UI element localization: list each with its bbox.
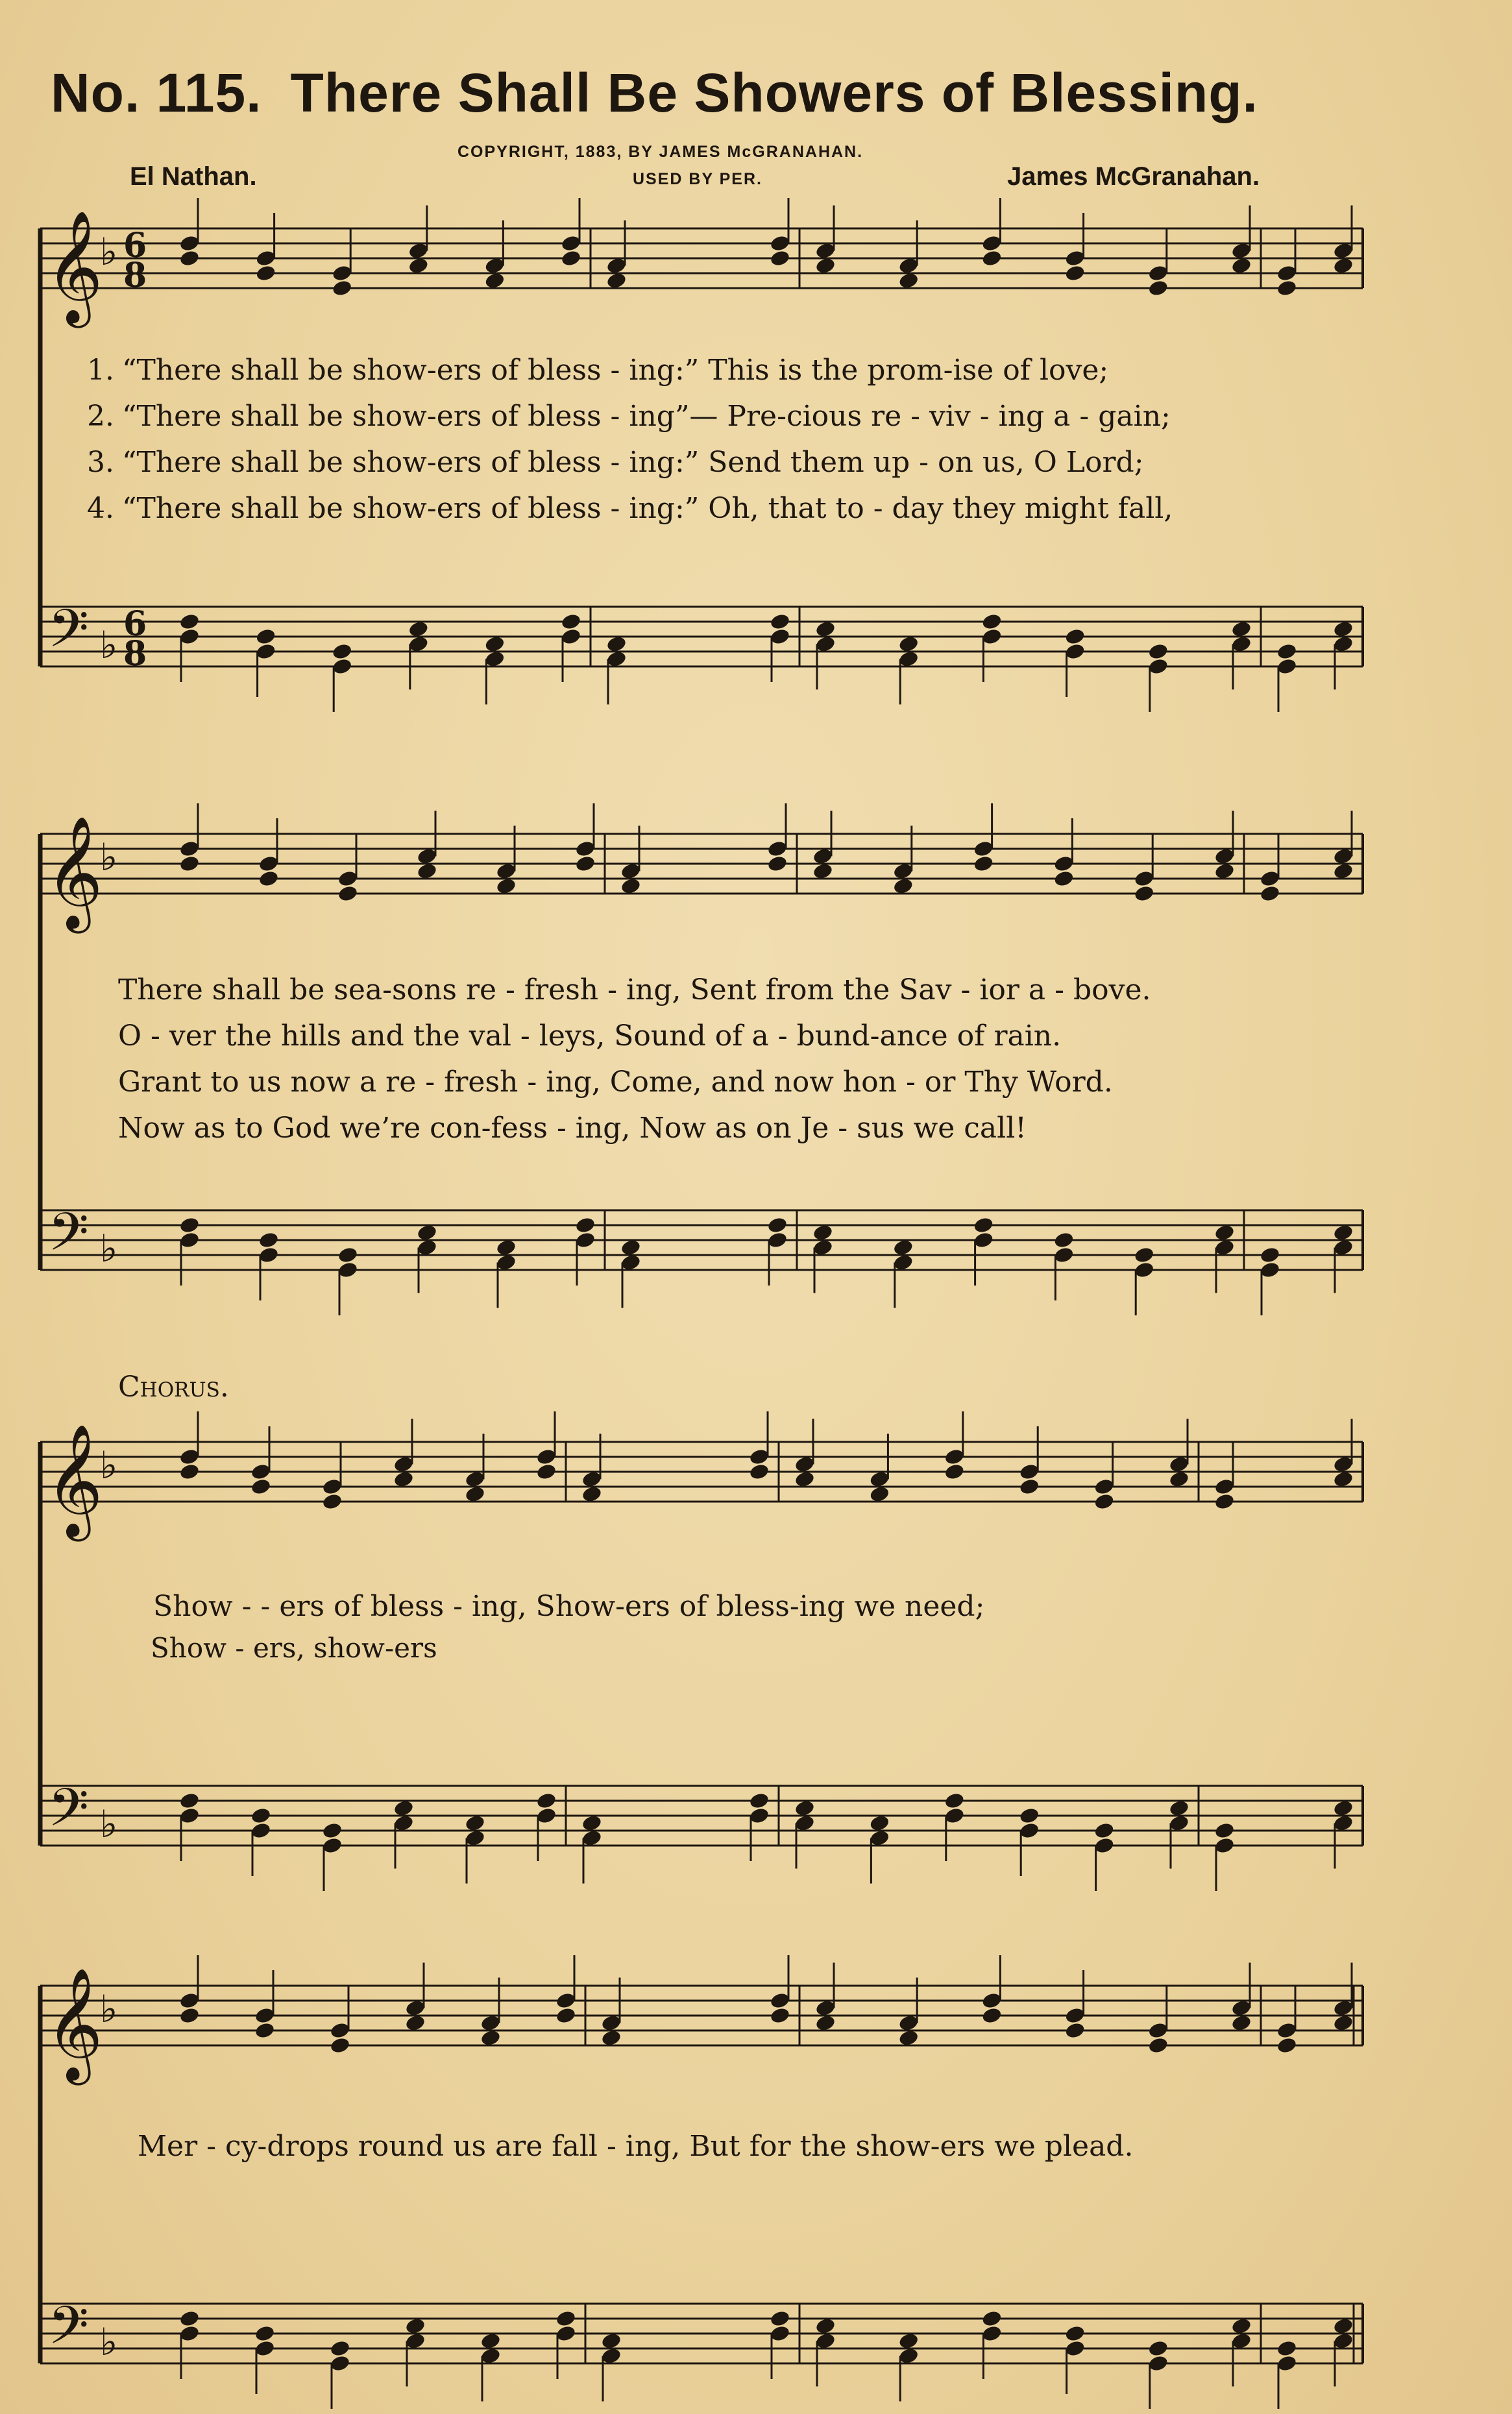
svg-text:♭: ♭ (100, 1443, 118, 1487)
chorus-label: Chorus. (118, 1371, 229, 1404)
chorus-line-1: Show - - ers of bless - ing, Show-ers of bless-ing we need; (153, 1590, 985, 1623)
composer-name: James McGranahan. (1007, 162, 1260, 191)
verse-4-line-1: 4. “There shall be show-ers of bless - ing:” Oh, that to - day they might fall, (87, 492, 1173, 525)
verse-1-line-2: There shall be sea-sons re - fresh - ing, Sent from the Sav - ior a - bove. (118, 973, 1151, 1006)
verse-2-line-2: O - ver the hills and the val - leys, Sound of a - bund-ance of rain. (118, 1019, 1062, 1053)
svg-text:6: 6 (123, 604, 147, 644)
chorus-line-1-alt: Show - ers, show-ers (151, 1632, 437, 1664)
verse-2-line-1: 2. “There shall be show-ers of bless - ing”— Pre-cious re - viv - ing a - gain; (87, 400, 1171, 433)
svg-text:𝄞: 𝄞 (45, 1424, 103, 1537)
svg-text:8: 8 (123, 634, 147, 674)
svg-text:♭: ♭ (100, 623, 118, 667)
verse-4-line-2: Now as to God we’re con-fess - ing, Now as on Je - sus we call! (118, 1112, 1027, 1145)
svg-text:𝄢: 𝄢 (48, 2295, 90, 2369)
svg-text:𝄢: 𝄢 (48, 1777, 90, 1851)
hymn-number: No. 115. (51, 62, 262, 123)
svg-text:♭: ♭ (100, 1802, 118, 1846)
svg-text:♭: ♭ (100, 1226, 118, 1271)
verse-3-line-1: 3. “There shall be show-ers of bless - ing:” Send them up - on us, O Lord; (87, 446, 1144, 479)
svg-text:6: 6 (123, 226, 147, 265)
svg-text:♭: ♭ (100, 835, 118, 879)
hymn-title: There Shall Be Showers of Blessing. (290, 62, 1258, 123)
verse-3-line-2: Grant to us now a re - fresh - ing, Come, and now hon - or Thy Word. (118, 1066, 1113, 1099)
svg-text:𝄢: 𝄢 (48, 1202, 90, 1276)
chorus-line-2: Mer - cy-drops round us are fall - ing, But for the show-ers we plead. (138, 2130, 1134, 2163)
lyricist-name: El Nathan. (130, 162, 257, 191)
verse-1-line-1: 1. “There shall be show-ers of bless - ing:” This is the prom-ise of love; (87, 354, 1109, 387)
svg-text:𝄢: 𝄢 (48, 598, 90, 672)
svg-text:♭: ♭ (100, 1987, 118, 2031)
svg-text:8: 8 (123, 256, 147, 295)
svg-text:♭: ♭ (100, 2320, 118, 2364)
svg-text:𝄞: 𝄞 (45, 1968, 103, 2080)
svg-text:𝄞: 𝄞 (45, 210, 103, 323)
svg-text:𝄞: 𝄞 (45, 816, 103, 929)
copyright-notice: COPYRIGHT, 1883, BY JAMES McGRANAHAN. (457, 143, 864, 161)
svg-text:♭: ♭ (100, 230, 118, 274)
copyright-permission: USED BY PER. (633, 170, 762, 188)
